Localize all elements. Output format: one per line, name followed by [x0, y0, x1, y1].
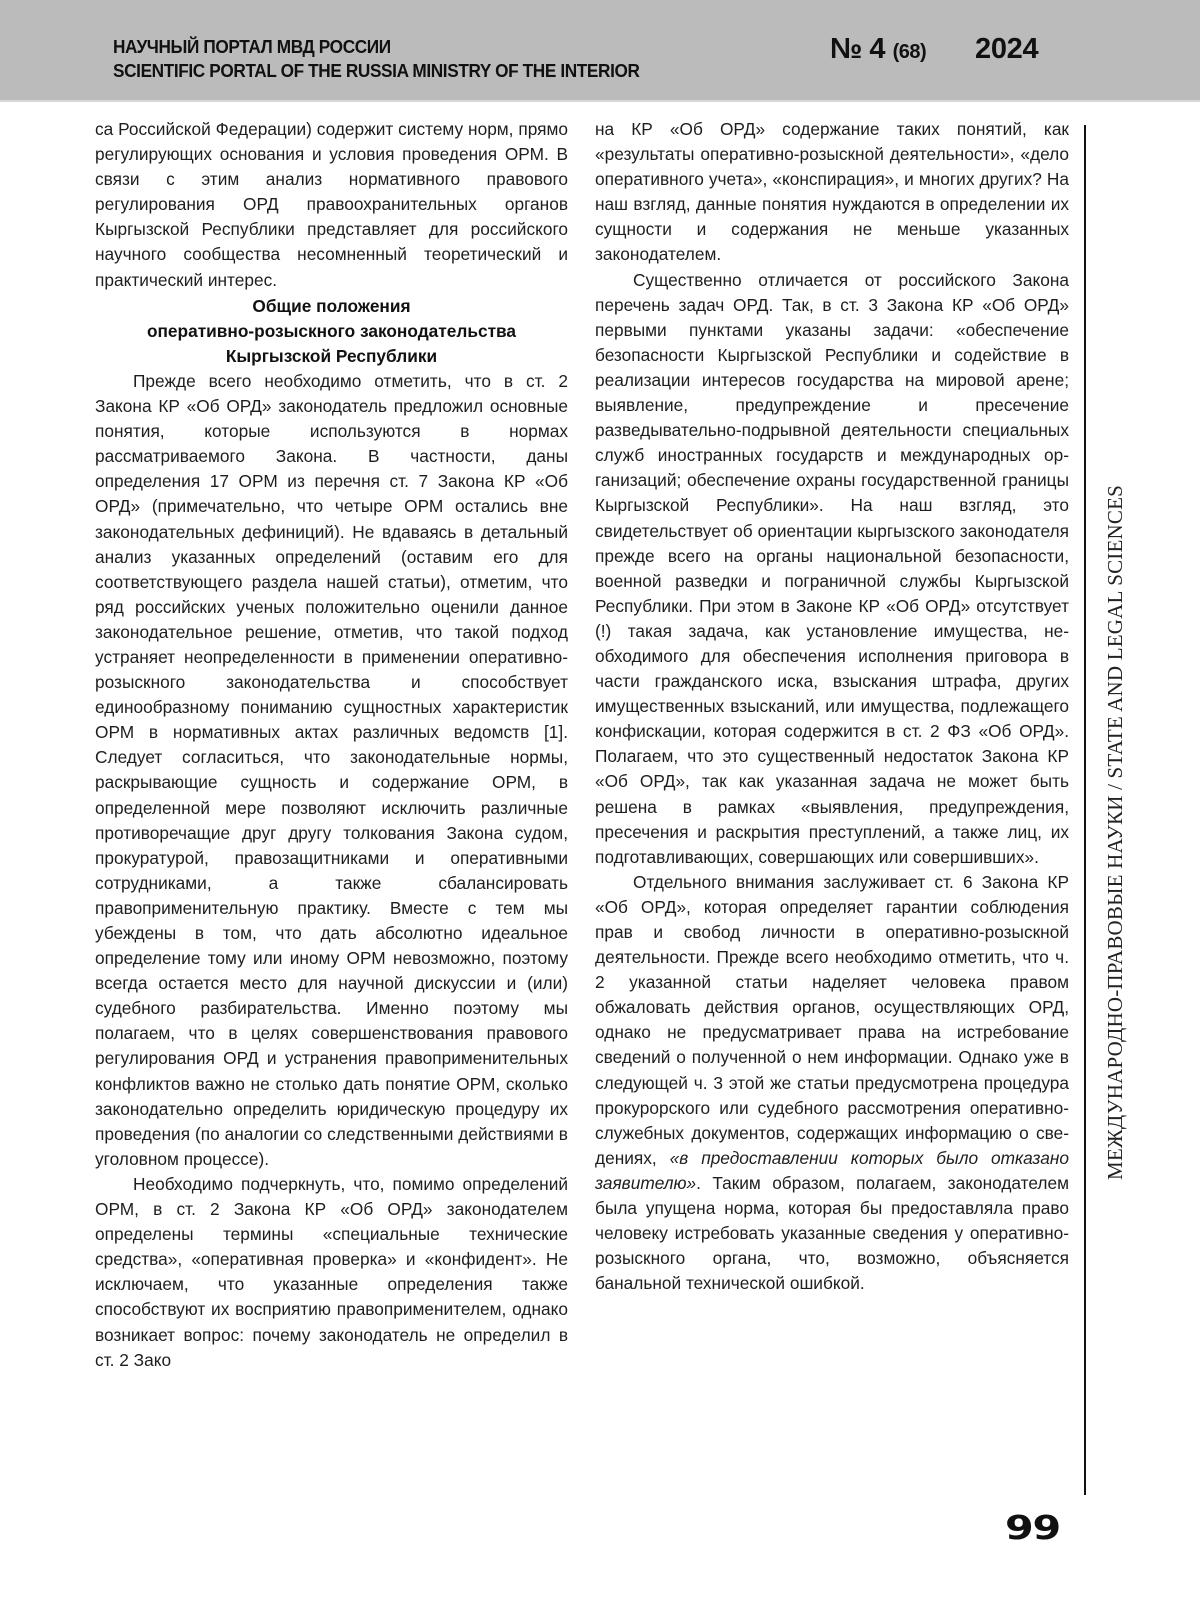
issue-year: 2024: [975, 33, 1039, 65]
paragraph: Прежде всего необходимо отметить, что в ст. 2 Закона КР «Об ОРД» законодатель предложил основные понятия, которые используются в нормах рассматриваемого Закона. В частности, даны определения 17 ОРМ из перечня ст. 7 Закона КР «Об ОРД» (примечательно, что четыре ОРМ остались вне законодательных дефиниций). Не вдаваясь в детальный анализ указанных определений (оставим его для соответствующего раздела нашей статьи), отметим, что ряд российских ученых положительно оценили данное законодательное решение, отметив, что такой подход устраняет неопределенности в применении оперативно-розыскного законодательства и способствует единообразному пониманию сущностных характеристик ОРМ в нормативных актах различных ведомств [1]. Следует согласиться, что законодательные нормы, раскрывающие сущность и содержание ОРМ, в определенной мере позволяют исключить различные противоречащие друг другу толкования Закона судом, прокуратурой, правозащитниками и оперативными сотрудниками, а также сбалансировать правоприменительную практику. Вместе с тем мы убеждены в том, что дать абсолютно идеальное определение тому или иному ОРМ невозможно, поэтому всегда остается место для научной дискуссии и (или) судебного разбирательства. Именно поэтому мы полагаем, что в целях совершенствования правового регулирования ОРД и устранения правоприменительных конфликтов важно не столько дать понятие ОРМ, сколько законодательно определить юридическую процедуру их проведения (по аналогии со следственными действиями в уголовном процессе).: [95, 370, 568, 1169]
paragraph-text: . Таким образом, полагаем, законодателем была упущена норма, которая бы предоставляла право человеку истребовать указанные сведения у оперативно-розыскного органа, что, возможно, объясняется банальной технической ошибкой.: [595, 1172, 1069, 1294]
paragraph: са Российской Федерации) содержит систему норм, прямо регулирующих основания и условия проведения ОРМ. В связи с этим анализ нормативного правового регулирования ОРД правоохранительных органов Кыргызской Республики представляет для российского научного сообщества несомненный теоретический и практический интерес.: [95, 119, 568, 290]
section-heading-line: оперативно-розыскного законодательства: [146, 320, 517, 341]
left-column: [95, 117, 568, 1373]
issue-total: (68): [892, 41, 927, 63]
right-column: [595, 117, 1069, 1296]
paragraph: Существенно отличается от российского Закона перечень задач ОРД. Так, в ст. 3 Закона КР «Об ОРД» первыми пунктами указаны задачи: «обеспечение безопасности Кыргызской Республики и содействие в реализации интересов государства на мировой арене; выявление, предупреждение и пресечение разведывательно-подрывной деятельности специальных служб иностранных государств и международных организаций; обеспечение охраны государственной границы Кыргызской Республики». На наш взгляд, это свидетельствует об ориентации кыргызского законодателя прежде всего на органы национальной безопасности, военной разведки и пограничной службы Кыргызской Республики. При этом в Законе КР «Об ОРД» отсутствует (!) такая задача, как установление имущества, необходимого для обеспечения исполнения приговора в части гражданского иска, взыскания штрафа, других имущественных взысканий, или имущества, подлежащего конфискации, которая содержится в ст. 2 ФЗ «Об ОРД». Полагаем, что это существенный недостаток Закона КР «Об ОРД», так как указанная задача не может быть решена в рамках «выявления, предупреждения, пресечения и раскрытия преступлений, а также лиц, их подготавливающих, совершающих или совершивших».: [595, 269, 1069, 867]
paragraph: [595, 870, 1069, 1297]
journal-title-ru: НАУЧНЫЙ ПОРТАЛ МВД РОССИИ: [113, 36, 391, 57]
issue-number: [830, 33, 926, 66]
journal-title-en: SCIENTIFIC PORTAL OF THE RUSSIA MINISTRY OF THE INTERIOR: [113, 60, 640, 81]
vertical-divider: [1084, 125, 1086, 1495]
section-sidebar-label: МЕЖДУНАРОДНО-ПРАВОВЫЕ НАУКИ / STATE AND LEGAL SCIENCES: [1103, 485, 1127, 1180]
page-number: 99: [1005, 1508, 1060, 1547]
section-heading-line: Общие положения: [252, 295, 411, 316]
section-heading-line: Кыргызской Республики: [225, 345, 438, 366]
journal-header: [0, 0, 1200, 102]
issue-prefix: № 4: [830, 33, 886, 65]
section-heading: [95, 294, 568, 369]
paragraph: Необходимо подчеркнуть, что, помимо определений ОРМ, в ст. 2 Закона КР «Об ОРД» законодателем определены термины «специальные технические средства», «оперативная проверка» и «конфидент». Не исключаем, что указанные определения также способствуют их восприятию правоприменителем, однако возникает вопрос: почему законодатель не определил в ст. 2 Зако: [95, 1173, 568, 1370]
paragraph: на КР «Об ОРД» содержание таких понятий, как «результаты оперативно-розыскной деятельности», «дело оперативного учета», «конспирация», и многих других? На наш взгляд, данные понятия нуждаются в определении их сущности и содержания не меньше указанных законодателем.: [595, 119, 1069, 265]
italic-quote: «в предоставлении которых было отказано заявителю»: [595, 1147, 1069, 1193]
paragraph-text: Отдельного внимания заслуживает ст. 6 Закона КР «Об ОРД», которая определяет гарантии соблюдения прав и свобод личности в оперативно-розыскной деятельности. Прежде всего необходимо отметить, что ч. 2 указанной статьи наделяет человека правом обжаловать действия органов, осуществляющих ОРД, однако не предусматривает права на истребование сведений о полученной о нем информации. Однако уже в следующей ч. 3 этой же статьи предусмотрена процедура прокурорского или судебного рассмотрения оперативно-служебных документов, содержащих информацию о сведениях,: [595, 871, 1069, 1168]
